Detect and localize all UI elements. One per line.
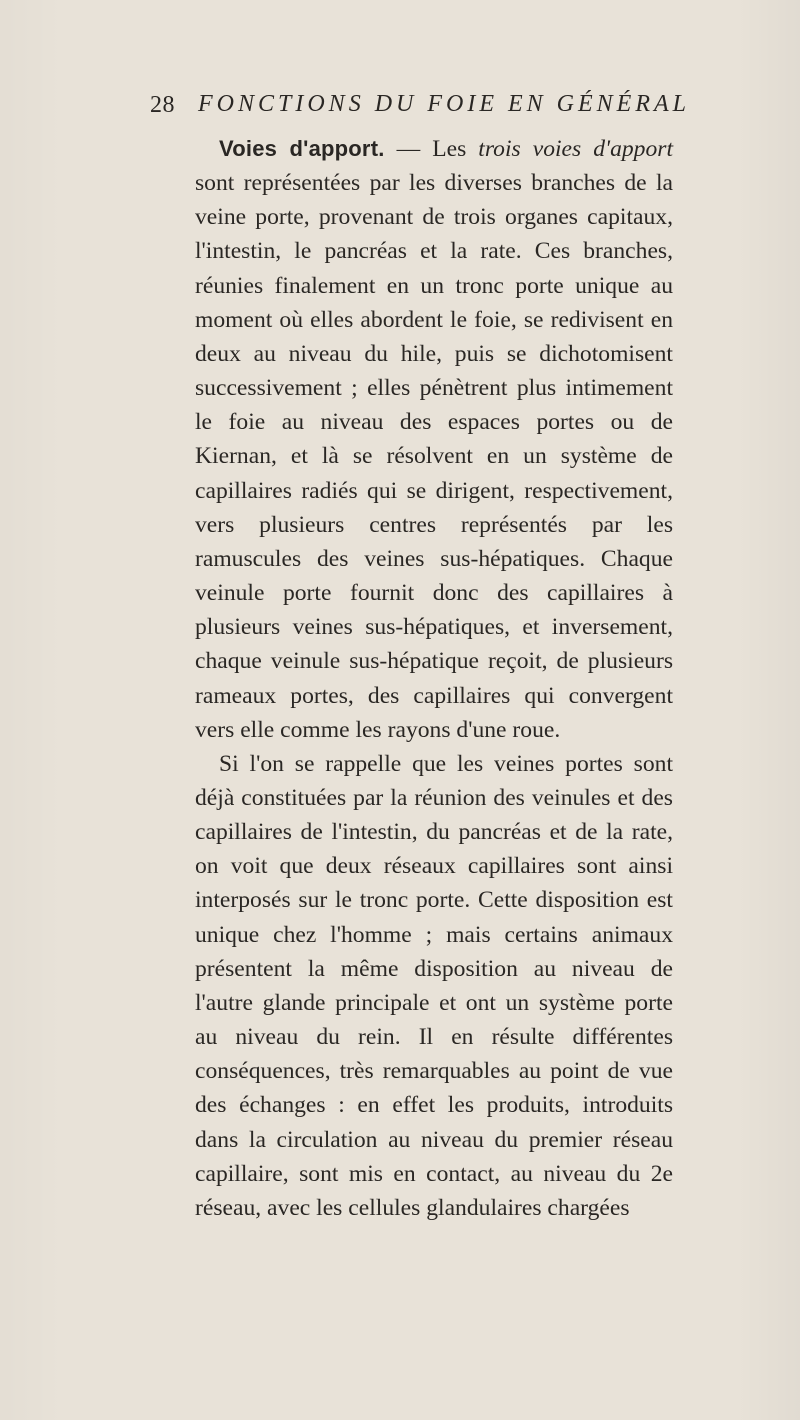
heading-dash: — Les (384, 136, 479, 162)
section-heading: Voies d'apport. (219, 136, 385, 161)
main-text (195, 132, 673, 1225)
page-number: 28 (150, 92, 175, 118)
paragraph-reseaux-capillaires: Si l'on se rappelle que les veines portes sont déjà constituées par la réunion des veinules et des capillaires de l'intestin, du pancréas et de la rate, on voit que deux réseaux capillaires sont ainsi interposés sur le tronc porte. Cette disposition est unique chez l'homme ; mais certains animaux présentent la même disposition au niveau de l'autre glande principale et ont un système porte au niveau du rein. Il en résulte différentes conséquences, très remarquables au point de vue des échanges : en effet les produits, introduits dans la circulation au niveau du premier réseau capillaire, sont mis en contact, au niveau du 2e réseau, avec les cellules glandulaires chargées (195, 750, 673, 1221)
italic-term: trois voies d'apport (478, 136, 673, 162)
running-header (0, 92, 800, 132)
running-title: FONCTIONS DU FOIE EN GÉNÉRAL (198, 91, 690, 117)
paragraph-text: sont représentées par les diverses branches de la veine porte, provenant de trois organes capitaux, l'intestin, le pancréas et la rate. Ces branches, réunies finalement en un tronc porte unique au moment où elles abordent le foie, se redivisent en deux au niveau du hile, puis se dichotomisent successivement ; elles pénètrent plus intimement le foie au niveau des espaces portes ou de Kiernan, et là se résolvent en un système de capillaires radiés qui se dirigent, respectivement, vers plusieurs centres représentés par les ramuscules des veines sus-hépatiques. Chaque veinule porte fournit donc des capillaires à plusieurs veines sus-hépatiques, et inversement, chaque veinule sus-hépatique reçoit, de plusieurs rameaux portes, des capillaires qui convergent vers elle comme les rayons d'une roue. (195, 170, 673, 743)
paragraph-voies-d-apport (195, 132, 673, 747)
